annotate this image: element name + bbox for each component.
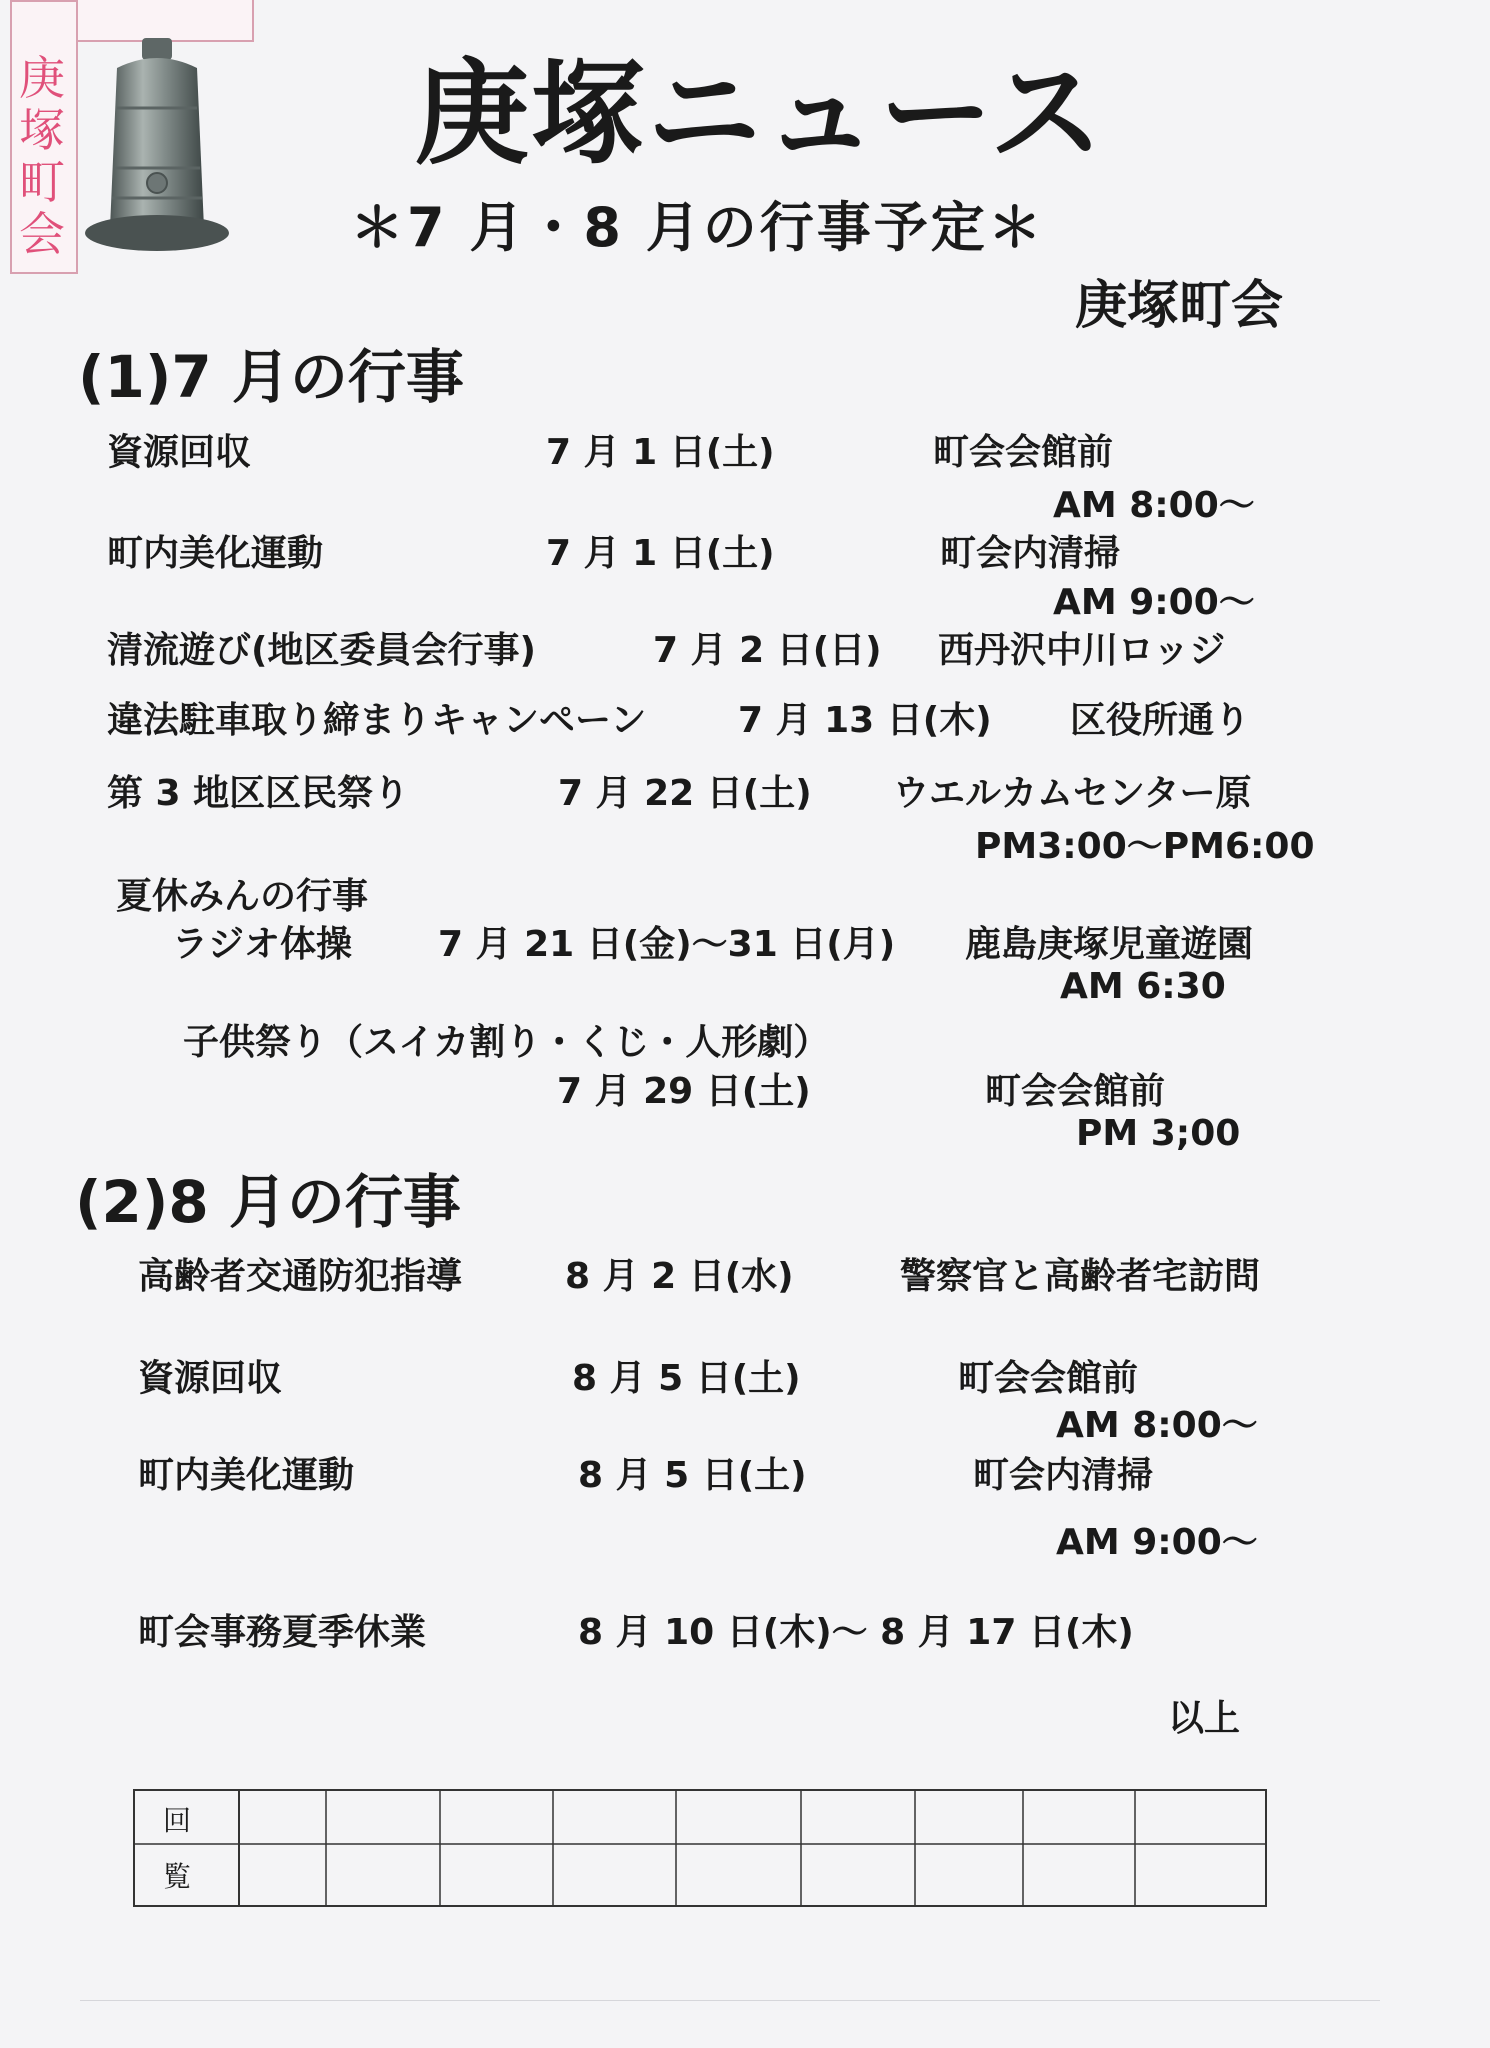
event-time: PM3:00～PM6:00 [975, 826, 1315, 867]
event-date: 8 月 5 日(土) [578, 1455, 807, 1496]
event-date: 7 月 21 日(金)～31 日(月) [438, 924, 896, 965]
newsletter-title: 庚塚ニュース [415, 47, 1106, 180]
event-date: 7 月 1 日(土) [546, 432, 775, 473]
event-name: 資源回収 [107, 432, 252, 473]
closing-text: 以上 [1168, 1698, 1241, 1739]
svg-text:塚: 塚 [19, 103, 65, 157]
event-time: AM 6:30 [1060, 966, 1226, 1007]
circulation-label: 覧 [163, 1860, 192, 1893]
event-date: 8 月 10 日(木)～ 8 月 17 日(木) [578, 1612, 1134, 1653]
event-place: 区役所通り [1070, 700, 1251, 741]
bottom-rule [80, 2000, 1380, 2001]
stamp-seal [14, 50, 70, 272]
event-time: AM 8:00～ [1056, 1405, 1258, 1446]
event-place: 警察官と高齢者宅訪問 [900, 1256, 1261, 1297]
event-name: 子供祭り（スイカ割り・くじ・人形劇） [183, 1022, 830, 1063]
circulation-grid [133, 1789, 1267, 1907]
event-place: 鹿島庚塚児童遊園 [965, 924, 1254, 965]
section-heading-july: (1)7 月の行事 [78, 343, 464, 411]
stamp-seal-graphic [14, 50, 70, 260]
event-name: 清流遊び(地区委員会行事) [107, 630, 536, 671]
event-name: 第 3 地区区民祭り [107, 773, 410, 814]
section-heading-august: (2)8 月の行事 [75, 1168, 461, 1236]
newsletter-subtitle: ＊7 月・8 月の行事予定＊ [350, 196, 1045, 259]
event-place: ウエルカムセンター原 [893, 773, 1252, 814]
bell-icon [82, 38, 232, 263]
event-name: 町内美化運動 [138, 1455, 355, 1496]
event-name: 違法駐車取り締まりキャンペーン [107, 700, 647, 741]
event-name: 資源回収 [138, 1358, 283, 1399]
event-date: 8 月 2 日(水) [565, 1256, 794, 1297]
event-date: 7 月 22 日(土) [558, 773, 812, 814]
event-time: AM 9:00～ [1053, 582, 1255, 623]
event-name: 高齢者交通防犯指導 [138, 1256, 463, 1297]
event-time: AM 9:00～ [1056, 1522, 1258, 1563]
circulation-label: 回 [163, 1804, 192, 1837]
event-name: 町会事務夏季休業 [138, 1612, 427, 1653]
event-place: 町会内清掃 [973, 1455, 1154, 1496]
event-place: 町会会館前 [933, 432, 1114, 473]
svg-text:庚: 庚 [19, 51, 65, 105]
organization-name: 庚塚町会 [1075, 276, 1284, 336]
event-date: 7 月 29 日(土) [557, 1071, 811, 1112]
event-date: 7 月 2 日(日) [653, 630, 882, 671]
event-name: ラジオ体操 [172, 924, 353, 965]
svg-text:町: 町 [19, 155, 65, 209]
summer-events-heading: 夏休みんの行事 [116, 876, 369, 917]
circulation-table [133, 1789, 1267, 1907]
event-place: 町会会館前 [958, 1358, 1139, 1399]
event-place: 町会会館前 [985, 1071, 1166, 1112]
event-date: 8 月 5 日(土) [572, 1358, 801, 1399]
event-time: AM 8:00～ [1053, 485, 1255, 526]
event-name: 町内美化運動 [107, 533, 324, 574]
svg-text:会: 会 [19, 207, 65, 260]
event-date: 7 月 13 日(木) [738, 700, 992, 741]
event-time: PM 3;00 [1076, 1113, 1241, 1154]
event-place: 町会内清掃 [940, 533, 1121, 574]
event-place: 西丹沢中川ロッジ [938, 630, 1226, 671]
event-date: 7 月 1 日(土) [546, 533, 775, 574]
